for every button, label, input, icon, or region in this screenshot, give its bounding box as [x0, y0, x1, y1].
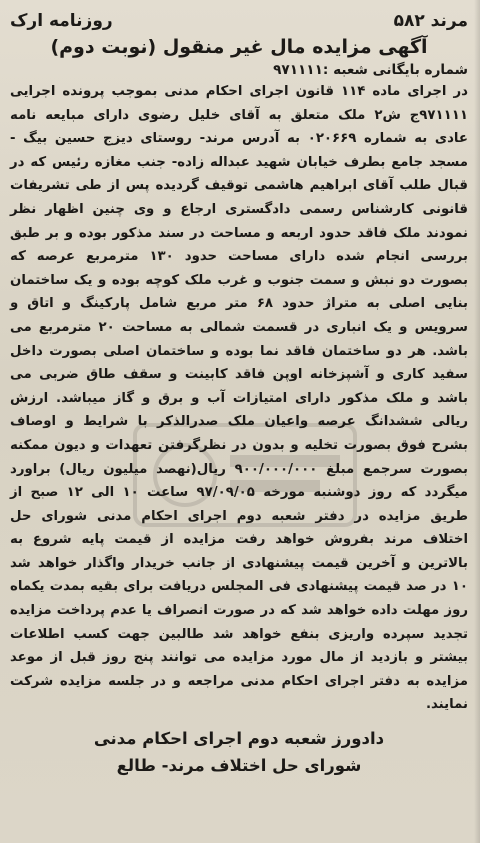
- signature-line-2: شورای حل اختلاف مرند- طالع: [116, 756, 362, 776]
- notice-body: در اجرای ماده ۱۱۴ قانون اجرای احکام مدنی بموجب پرونده اجرایی ۹۷۱۱۱۱ج ش۲ ملک متعلق به آقای خلیل رضوی دارای مبایعه نامه عادی به شماره ۰۲۰۶۶۹ به آدرس مرند- روستای دیزج حسین بیگ - مسجد جامع بطرف خیابان شهید عبداله زاده- جنب مغازه رئیس که در قبال طلب آقای ابراهیم هاشمی توقیف گردیده پس از طی تشریفات قانونی کارشناس رسمی دادگستری ارجاع و وی چنین اظهار نظر نمودند ملک فاقد حدود اربعه و مساحت در سند مذکور بوده و بر طبق بررسی انجام شده دارای مساحت حدود ۱۳۰ مترمربع عرصه که بصورت دو نبش و سمت جنوب و غرب ملک کوچه بوده و یک ساختمان بنایی اصلی به متراژ حدود ۶۸ متر مربع شامل پارکینگ و اتاق و سرویس و یک انباری در قسمت شمالی به مساحت ۲۰ مترمربع می باشد. هر دو ساختمان فاقد نما بوده و ساختمان اصلی بصورت داخل سفید کاری و آشپزخانه اوپن فاقد کابینت و سقف طاق ضربی می باشد و ملک مذکور دارای امتیازات آب و برق و گاز میباشد. ارزش ریالی ششدانگ عرصه واعیان ملک صدرالذکر با شرایط و اوصاف بشرح فوق بصورت تخلیه و بدون در نظرگرفتن تعهدات و دیون ممکنه بصورت سرجمع مبلغ ۹۰۰/۰۰۰/۰۰۰ ریال(نهصد میلیون ریال) براورد میگردد که روز دوشنبه مورخه ۹۷/۰۹/۰۵ ساعت ۱۰ الی ۱۲ صبح از طریق مزایده در دفتر شعبه دوم اجرای احکام مدنی شورای حل اختلاف مرند بفروش خواهد رفت مزایده از قیمت پایه شروع به بالاترین و آخرین قیمت پیشنهادی از جانب خریدار واگذار خواهد شد ۱۰ در صد قیمت پیشنهادی فی المجلس دریافت برای بقیه بمدت یکماه روز مهلت داده خواهد شد که در صورت انصراف یا عدم پرداخت مزایده تجدید سپرده واریزی بنفع خواهد شد طالبین جهت کسب اطلاعات بیشتر و بازدید از مال مورد مزایده می توانند پنج روز قبل از موعد مزایده به دفتر اجرای احکام مدنی مراجعه و در جلسه مزایده شرکت نمایند.: [10, 84, 468, 713]
- page-edge-shadow: [474, 0, 480, 843]
- signature-line-1: دادورز شعبه دوم اجرای احکام مدنی: [93, 729, 385, 749]
- signature-block: [10, 725, 468, 779]
- archive-number: شماره بایگانی شعبه :۹۷۱۱۱۱: [273, 62, 468, 78]
- newspaper-name: روزنامه ارک: [10, 11, 113, 31]
- masthead: [10, 8, 468, 34]
- notice-headline: آگهی مزایده مال غیر منقول (نوبت دوم): [50, 36, 428, 58]
- issue-city-label: مرند ۵۸۲: [393, 11, 468, 31]
